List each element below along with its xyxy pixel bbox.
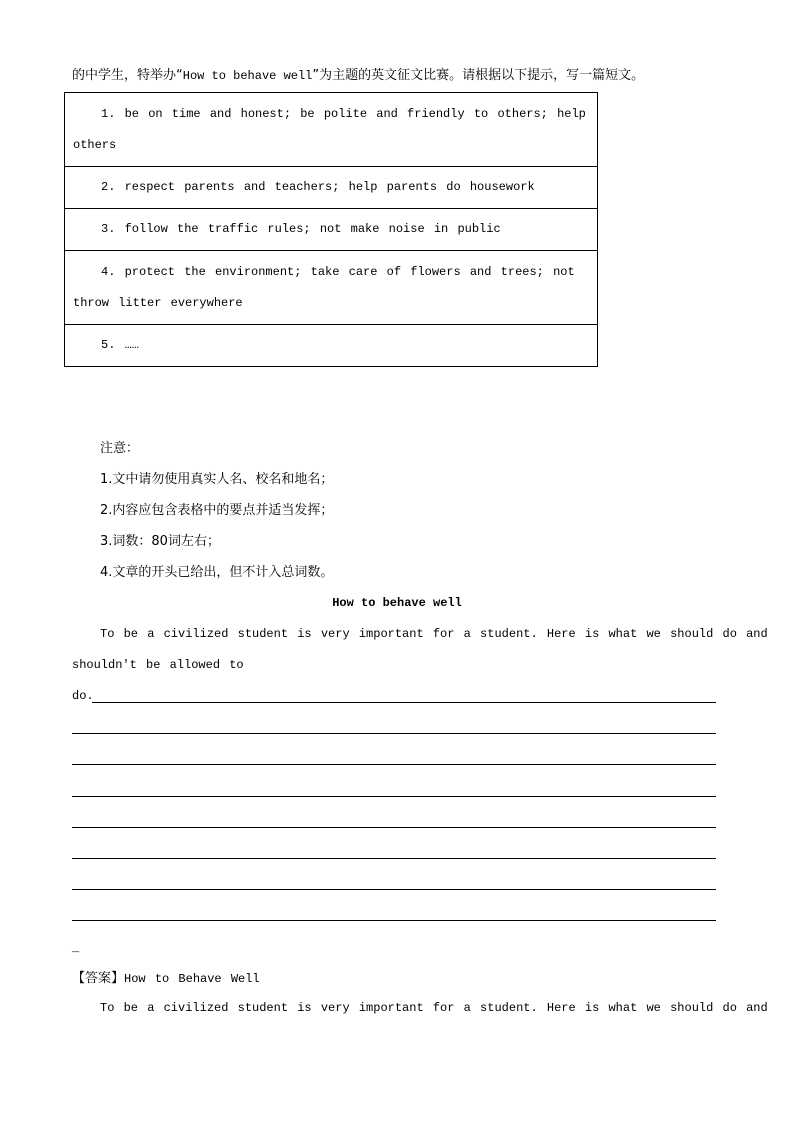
note-item-4: 4.文章的开头已给出，但不计入总词数。 [100, 565, 334, 580]
tip-cell-5: 5. …… [65, 325, 598, 367]
trailing-underscore: _ [72, 941, 80, 955]
tip-row [65, 251, 598, 325]
intro-sentence [72, 66, 644, 86]
tip-row [65, 167, 598, 209]
tip-row [65, 209, 598, 251]
writing-line[interactable] [72, 889, 716, 890]
essay-opening-line-2: shouldn't be allowed to [72, 658, 244, 672]
writing-line[interactable] [72, 796, 716, 797]
note-item-2: 2.内容应包含表格中的要点并适当发挥； [100, 503, 334, 518]
tip-cell-3: 3. follow the traffic rules; not make noise in public [65, 209, 598, 251]
intro-topic: How to behave well [182, 69, 313, 83]
tip-row [65, 93, 598, 167]
writing-line[interactable] [92, 702, 716, 703]
answer-heading [72, 967, 260, 986]
answer-title: How to Behave Well [124, 972, 260, 986]
tips-table [64, 92, 598, 367]
intro-suffix: ”为主题的英文征文比赛。请根据以下提示，写一篇短文。 [312, 68, 645, 83]
tip-cell-4: 4. protect the environment; take care of flowers and trees; not throw litter everywhere [65, 251, 598, 325]
tip-row [65, 325, 598, 367]
notes-heading: 注意： [100, 441, 140, 456]
intro-prefix: 的中学生，特举办“ [72, 68, 183, 83]
essay-opening-line-3: do. [72, 689, 94, 703]
answer-label: 【答案】 [72, 971, 125, 986]
writing-line[interactable] [72, 827, 716, 828]
writing-line[interactable] [72, 920, 716, 921]
note-item-1: 1.文中请勿使用真实人名、校名和地名； [100, 472, 334, 487]
writing-line[interactable] [72, 733, 716, 734]
essay-opening-line-1: To be a civilized student is very important for a student. Here is what we should do and [100, 627, 768, 641]
tip-cell-1: 1. be on time and honest; be polite and friendly to others; help others [65, 93, 598, 167]
writing-line[interactable] [72, 858, 716, 859]
essay-title: How to behave well [332, 596, 462, 610]
answer-first-line: To be a civilized student is very important for a student. Here is what we should do and [100, 1001, 768, 1015]
tip-cell-2: 2. respect parents and teachers; help parents do housework [65, 167, 598, 209]
note-item-3: 3.词数：80词左右； [100, 534, 220, 549]
writing-line[interactable] [72, 764, 716, 765]
